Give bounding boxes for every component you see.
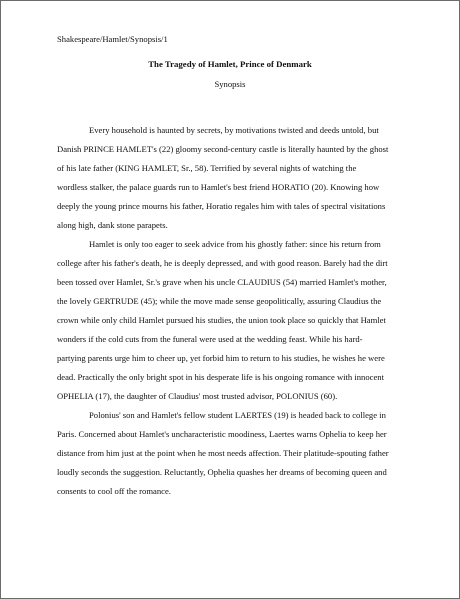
text-line: wonders if the cold cuts from the funeral were used at the wedding feast. While his hard- xyxy=(57,334,363,344)
text-line: Every household is haunted by secrets, by motivations twisted and deeds untold, but xyxy=(89,125,379,135)
text-line: Danish PRINCE HAMLET's (22) gloomy second-century castle is literally haunted by the ghost xyxy=(57,144,389,154)
document-title: The Tragedy of Hamlet, Prince of Denmark xyxy=(148,59,312,69)
text-line: the lovely GERTRUDE (45); while the move made sense geopolitically, assuring Claudius the xyxy=(57,296,382,306)
text-line: consents to cool off the romance. xyxy=(57,486,171,496)
text-line: crown while only child Hamlet pursued his studies, the union took place so quickly that Hamlet xyxy=(57,315,386,325)
text-line: OPHELIA (17), the daughter of Claudius' most trusted advisor, POLONIUS (60). xyxy=(57,391,338,401)
text-line: wordless stalker, the palace guards run to Hamlet's best friend HORATIO (20). Knowing how xyxy=(57,182,380,192)
running-head: Shakespeare/Hamlet/Synopsis/1 xyxy=(57,34,168,44)
text-line: of his late father (KING HAMLET, Sr., 58). Terrified by several nights of watching the xyxy=(57,163,357,173)
text-line: partying parents urge him to cheer up, yet forbid him to return to his studies, he wishes he were xyxy=(57,353,385,363)
text-line: distance from him just at the point when he most needs affection. Their platitude-spouting father xyxy=(57,448,389,458)
paragraph-3 xyxy=(57,406,407,501)
paragraph-1 xyxy=(57,121,407,235)
text-line: deeply the young prince mourns his father, Horatio regales him with tales of spectral visitations xyxy=(57,201,386,211)
text-line: Hamlet is only too eager to seek advice from his ghostly father: since his return from xyxy=(89,239,381,249)
text-line: loudly seconds the suggestion. Reluctantly, Ophelia quashes her dreams of becoming queen and xyxy=(57,467,387,477)
document-subtitle: Synopsis xyxy=(214,79,246,89)
paragraph-2 xyxy=(57,235,407,406)
text-line: Paris. Concerned about Hamlet's uncharacteristic moodiness, Laertes warns Ophelia to keep her xyxy=(57,429,387,439)
document-body xyxy=(57,121,407,501)
text-line: college after his father's death, he is deeply depressed, and with good reason. Barely had the dirt xyxy=(57,258,388,268)
text-line: been tossed over Hamlet, Sr.'s grave when his uncle CLAUDIUS (54) married Hamlet's mother, xyxy=(57,277,387,287)
text-line: Polonius' son and Hamlet's fellow student LAERTES (19) is headed back to college in xyxy=(89,410,386,420)
text-line: along high, dank stone parapets. xyxy=(57,220,168,230)
text-line: dead. Practically the only bright spot in his desperate life is his ongoing romance with innocent xyxy=(57,372,384,382)
